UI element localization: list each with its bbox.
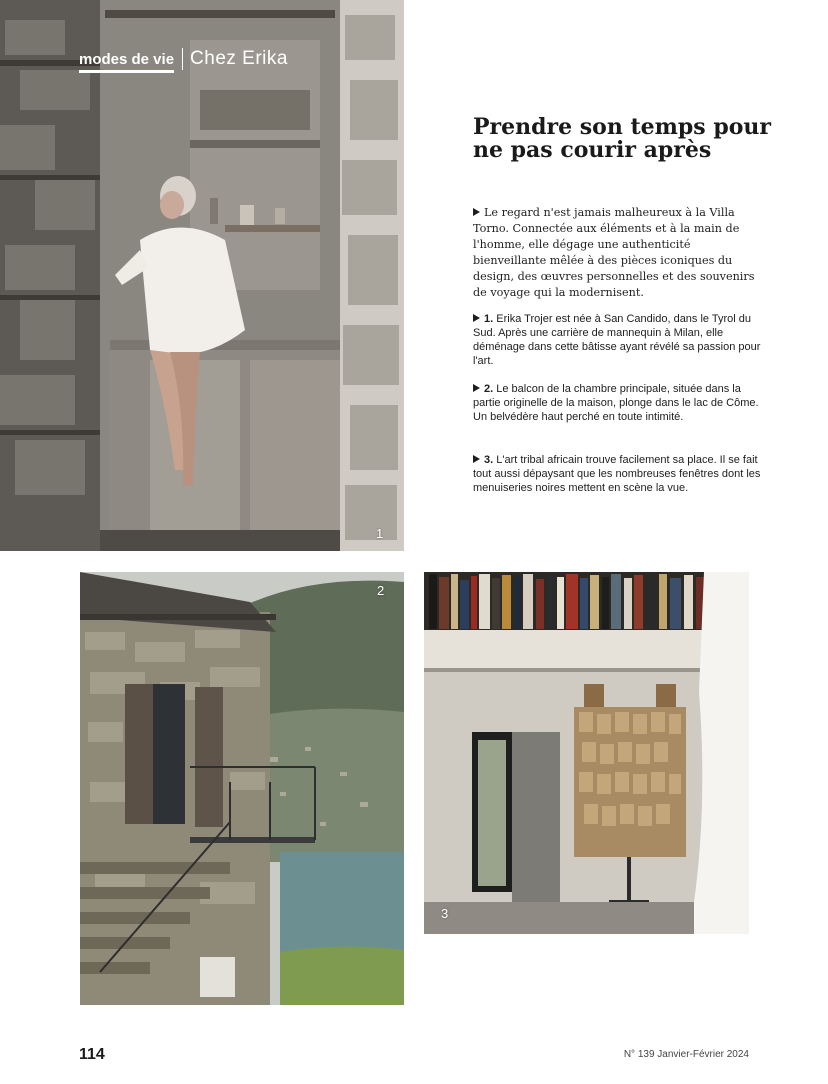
- intro-text: Le regard n'est jamais malheureux à la Villa Torno. Connectée aux éléments et à la main de l'homme, elle dégage une authenticité bienveillante mêlée à des pièces iconiques du design, des œuvres personnelles et des souvenirs de voyage qui la modernisent.: [473, 206, 755, 299]
- arrow-bullet-icon: [473, 455, 480, 463]
- page-number: 114: [79, 1046, 105, 1063]
- section-rubric: [79, 48, 288, 73]
- article-intro: [473, 205, 763, 301]
- caption-2: [473, 382, 763, 424]
- caption-text: Erika Trojer est née à San Candido, dans le Tyrol du Sud. Après une carrière de mannequin à Milan, elle déménage dans cette bâtisse ayant révélé sa passion pour l'art.: [473, 313, 761, 367]
- photo-3-image: [424, 572, 749, 934]
- caption-1: [473, 312, 763, 368]
- photo-number: 2: [377, 583, 385, 598]
- rubric-title: Chez Erika: [182, 48, 288, 70]
- photo-3-tribal-art: [424, 572, 749, 934]
- photo-1-image: [0, 0, 404, 551]
- caption-number: 2.: [484, 383, 494, 395]
- rubric-label: modes de vie: [79, 51, 174, 73]
- caption-text: L'art tribal africain trouve facilement sa place. Il se fait tout aussi dépaysant que les nombreuses fenêtres dont les menuiseries noires mettent en scène la vue.: [473, 454, 761, 494]
- photo-1-kitchen: [0, 0, 404, 551]
- photo-2-balcony: [80, 572, 404, 1005]
- arrow-bullet-icon: [473, 314, 480, 322]
- photo-number: 3: [441, 906, 449, 921]
- issue-info: N° 139 Janvier-Février 2024: [623, 1049, 749, 1060]
- caption-number: 1.: [484, 313, 494, 325]
- arrow-bullet-icon: [473, 208, 480, 216]
- caption-number: 3.: [484, 454, 494, 466]
- caption-3: [473, 453, 763, 495]
- arrow-bullet-icon: [473, 384, 480, 392]
- caption-text: Le balcon de la chambre principale, située dans la partie originelle de la maison, plonge dans le lac de Côme. Un belvédère haut perché en toute intimité.: [473, 383, 759, 423]
- article-headline: Prendre son temps pour ne pas courir après: [473, 114, 771, 163]
- photo-2-image: [80, 572, 404, 1005]
- photo-number: 1: [376, 526, 384, 541]
